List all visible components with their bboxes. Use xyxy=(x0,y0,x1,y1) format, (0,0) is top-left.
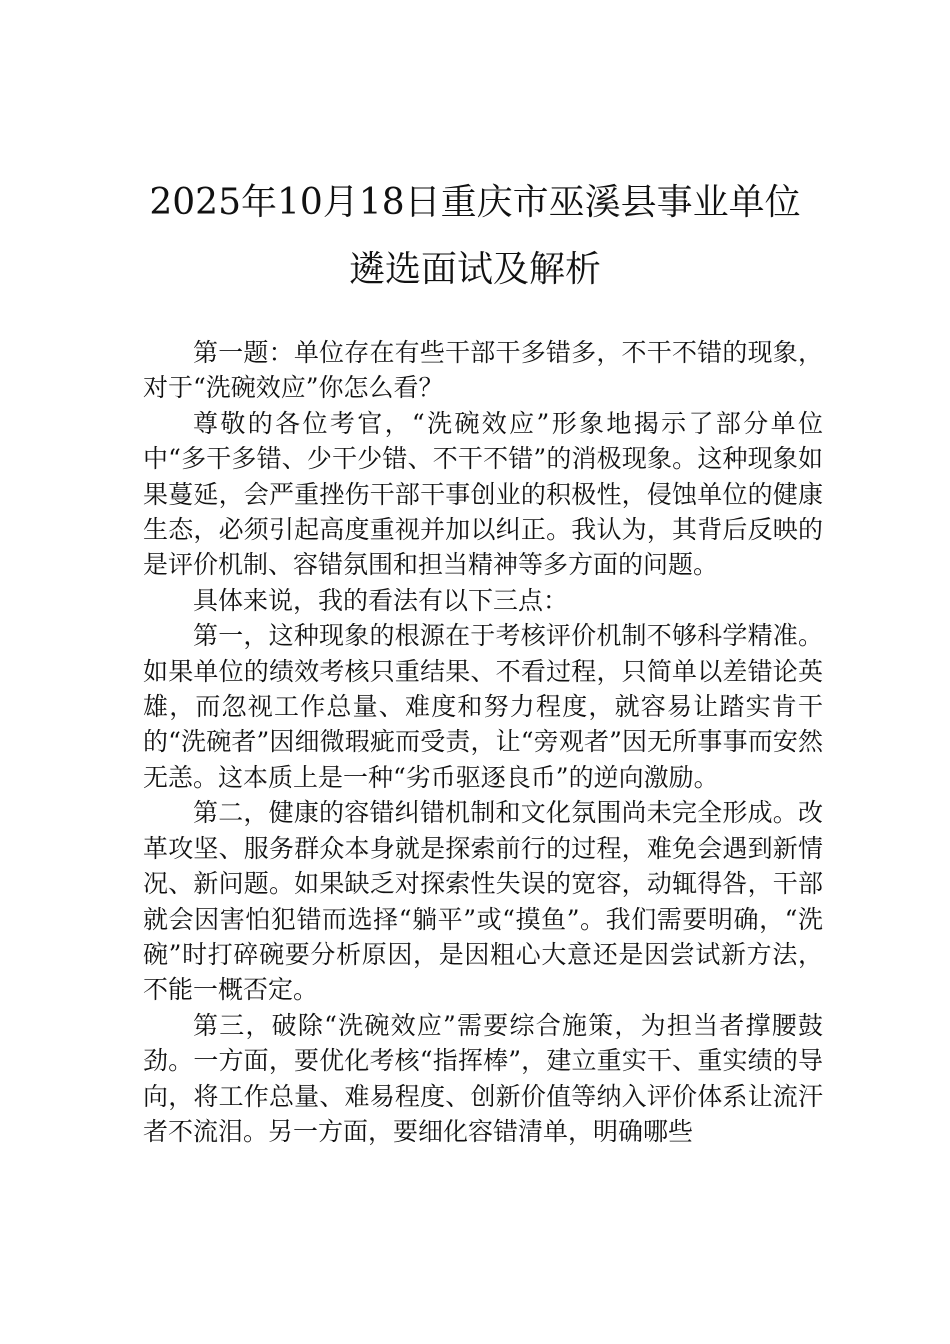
document-title-line-2: 遴选面试及解析 xyxy=(348,249,601,290)
document-title-line-1: 2025年10月18日重庆市巫溪县事业单位 xyxy=(149,182,801,223)
document-body xyxy=(143,335,823,1149)
answer-paragraph-point-3: 第三，破除“洗碗效应”需要综合施策，为担当者撑腰鼓劲。一方面，要优化考核“指挥棒”，建立重实干、重实绩的导向，将工作总量、难易程度、创新价值等纳入评价体系让流汗者不流泪。另一方面，要细化容错清单，明确哪些 xyxy=(143,1010,823,1146)
answer-paragraph-point-1: 第一，这种现象的根源在于考核评价机制不够科学精准。如果单位的绩效考核只重结果、不看过程，只简单以差错论英雄，而忽视工作总量、难度和努力程度，就容易让踏实肯干的“洗碗者”因细微瑕疵而受责，让“旁观者”因无所事事而安然无恙。这本质上是一种“劣币驱逐良币”的逆向激励。 xyxy=(143,621,823,792)
question-paragraph: 第一题：单位存在有些干部干多错多，不干不错的现象，对于“洗碗效应”你怎么看？ xyxy=(143,338,823,403)
answer-paragraph-point-2: 第二，健康的容错纠错机制和文化氛围尚未完全形成。改革攻坚、服务群众本身就是探索前行的过程，难免会遇到新情况、新问题。如果缺乏对探索性失误的宽容，动辄得咎，干部就会因害怕犯错而选择“躺平”或“摸鱼”。我们需要明确，“洗碗”时打碎碗要分析原因，是因粗心大意还是因尝试新方法，不能一概否定。 xyxy=(143,798,823,1005)
answer-paragraph-intro: 尊敬的各位考官，“洗碗效应”形象地揭示了部分单位中“多干多错、少干少错、不干不错”的消极现象。这种现象如果蔓延，会严重挫伤干部干事创业的积极性，侵蚀单位的健康生态，必须引起高度重视并加以纠正。我认为，其背后反映的是评价机制、容错氛围和担当精神等多方面的问题。 xyxy=(143,408,823,580)
answer-paragraph-overview: 具体来说，我的看法有以下三点： xyxy=(193,585,569,615)
